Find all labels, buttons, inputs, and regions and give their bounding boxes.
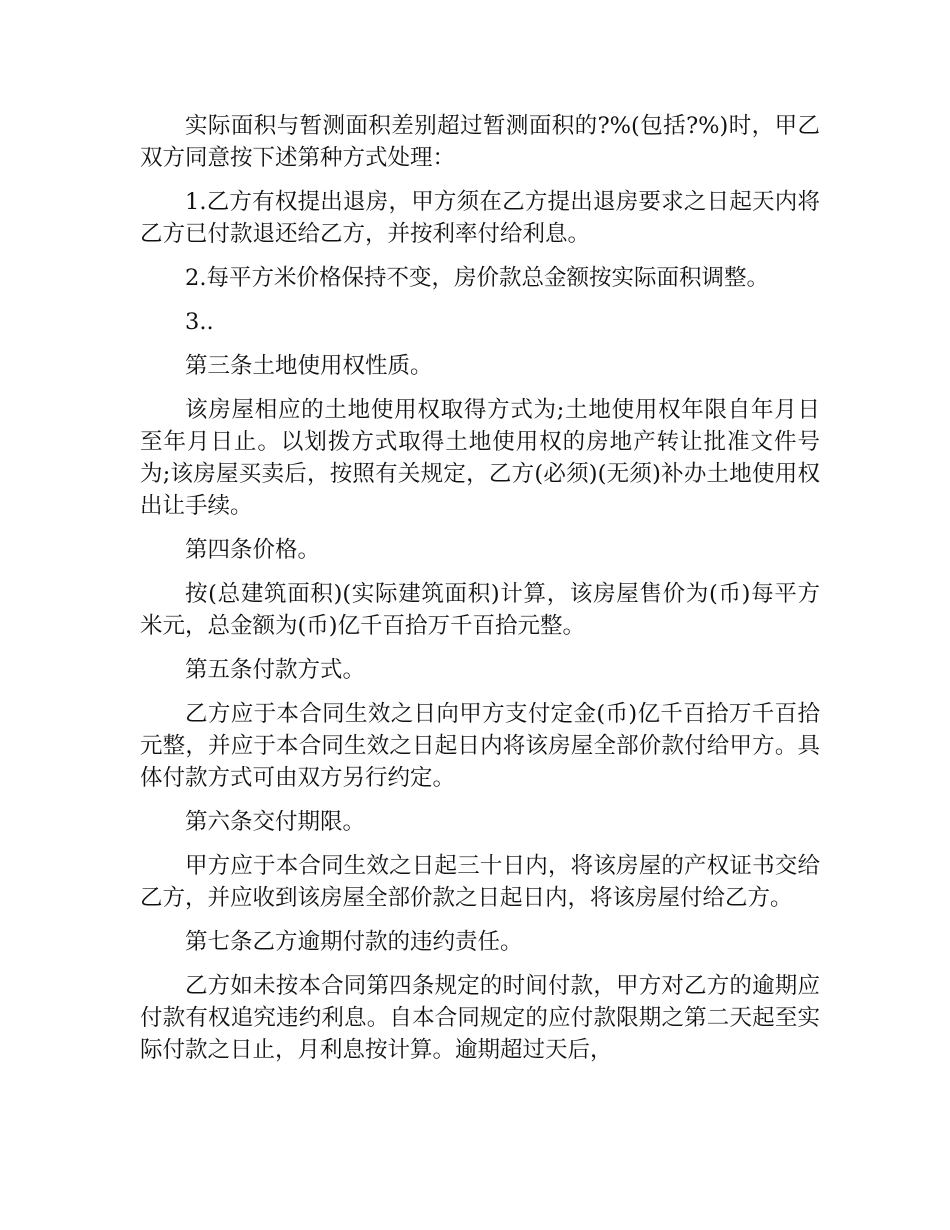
paragraph-option-2: 2.每平方米价格保持不变，房价款总金额按实际面积调整。 — [185, 265, 769, 291]
paragraph-late-payment: 乙方如未按本合同第四条规定的时间付款，甲方对乙方的逾期应付款有权追究违约利息。自本合同规定的应付款限期之第二天起至实际付款之日止，月利息按计算。逾期超过天后， — [140, 973, 820, 1063]
paragraph-area-difference: 实际面积与暂测面积差别超过暂测面积的?%(包括?%)时，甲乙双方同意按下述第种方式处理： — [140, 113, 820, 171]
heading-article-3: 第三条土地使用权性质。 — [185, 353, 433, 379]
paragraph-payment: 乙方应于本合同生效之日向甲方支付定金(币)亿千百拾万千百拾元整，并应于本合同生效之日起日内将该房屋全部价款付给甲方。具体付款方式可由双方另行约定。 — [140, 701, 820, 791]
paragraph-option-1: 1.乙方有权提出退房，甲方须在乙方提出退房要求之日起天内将乙方已付款退还给乙方，并按利率付给利息。 — [140, 189, 820, 247]
paragraph-land-use: 该房屋相应的土地使用权取得方式为;土地使用权年限自年月日至年月日止。以划拨方式取得土地使用权的房地产转让批准文件号为;该房屋买卖后，按照有关规定，乙方(必须)(无须)补办土地使用权出让手续。 — [140, 397, 820, 519]
heading-article-4: 第四条价格。 — [185, 537, 321, 563]
paragraph-price: 按(总建筑面积)(实际建筑面积)计算，该房屋售价为(币)每平方米元，总金额为(币)亿千百拾万千百拾元整。 — [140, 581, 820, 639]
paragraph-delivery: 甲方应于本合同生效之日起三十日内，将该房屋的产权证书交给乙方，并应收到该房屋全部价款之日起日内，将该房屋付给乙方。 — [140, 853, 820, 911]
heading-article-7: 第七条乙方逾期付款的违约责任。 — [185, 929, 523, 955]
heading-article-6: 第六条交付期限。 — [185, 809, 366, 835]
heading-article-5: 第五条付款方式。 — [185, 657, 366, 683]
document-page — [140, 110, 820, 1078]
paragraph-option-3: 3.. — [185, 309, 214, 335]
